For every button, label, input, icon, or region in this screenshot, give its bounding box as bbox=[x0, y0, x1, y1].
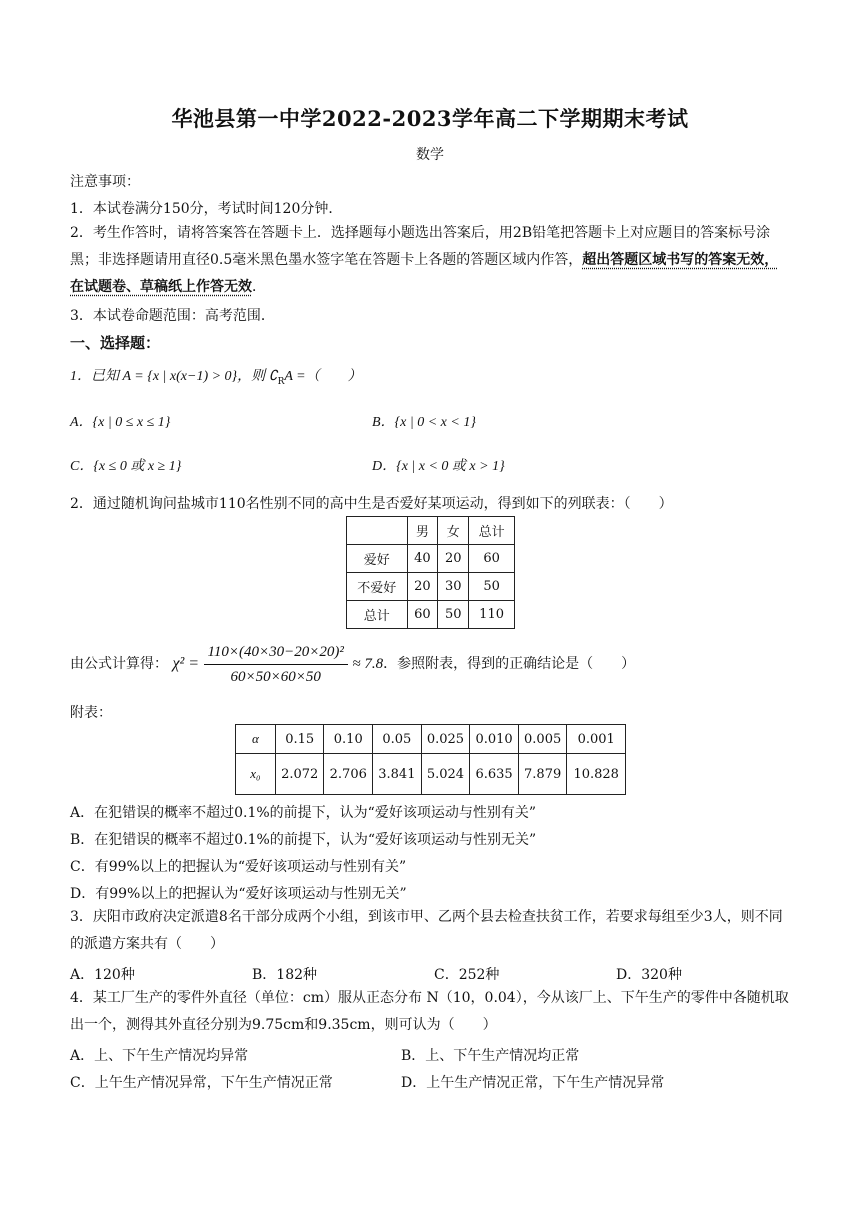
q2-option-a: A．在犯错误的概率不超过0.1%的前提下，认为“爱好该项运动与性别有关” bbox=[70, 805, 536, 821]
q1-option-c: C．{x ≤ 0 或 x ≥ 1} bbox=[70, 459, 182, 474]
table-cell: 0.05 bbox=[373, 725, 422, 754]
q1-stem-end: A =（ ） bbox=[284, 369, 362, 384]
table-cell: 3.841 bbox=[373, 754, 422, 795]
table-cell: 5.024 bbox=[421, 754, 470, 795]
table-cell: 7.879 bbox=[518, 754, 567, 795]
table-cell: 0.10 bbox=[324, 725, 373, 754]
notice-heading: 注意事项： bbox=[70, 174, 140, 190]
q4-option-b: B．上、下午生产情况均正常 bbox=[401, 1048, 580, 1064]
table-cell: 0.025 bbox=[421, 725, 470, 754]
table-cell bbox=[347, 517, 408, 545]
table-cell: α bbox=[236, 725, 276, 754]
q2-option-d: D．有99%以上的把握认为“爱好该项运动与性别无关” bbox=[70, 886, 407, 902]
table-row bbox=[236, 754, 626, 795]
section-heading-choice: 一、选择题： bbox=[70, 334, 161, 352]
chi-square-formula bbox=[70, 640, 790, 688]
q3-option-d: D．320种 bbox=[616, 967, 682, 983]
table-cell: 总计 bbox=[469, 517, 515, 545]
table-cell: 20 bbox=[438, 545, 469, 573]
q2-stem: 2．通过随机询问盐城市110名性别不同的高中生是否爱好某项运动，得到如下的列联表：（ ） bbox=[70, 496, 673, 512]
table-row bbox=[347, 545, 515, 573]
table-cell: 女 bbox=[438, 517, 469, 545]
table-cell: 60 bbox=[469, 545, 515, 573]
formula-fraction bbox=[204, 642, 348, 687]
notice-item-2-emphasis: 超出答题区域书写的答案无效，在试题卷、草稿纸上作答无效 bbox=[70, 252, 779, 295]
formula-approx: ≈ 7.8 bbox=[352, 656, 384, 672]
formula-numerator: 110×(40×30−20×20)² bbox=[204, 642, 348, 665]
notice-item-2-end: ． bbox=[252, 279, 266, 295]
q2-option-c: C．有99%以上的把握认为“爱好该项运动与性别有关” bbox=[70, 859, 407, 875]
q1-stem-text: 1．已知 A = {x | x(x−1) > 0}，则 ∁ bbox=[70, 369, 278, 384]
q3-option-b: B．182种 bbox=[252, 967, 318, 983]
formula-denominator: 60×50×60×50 bbox=[230, 668, 321, 685]
table-cell: 20 bbox=[407, 573, 438, 601]
table-cell: 2.072 bbox=[275, 754, 324, 795]
q4-option-a: A．上、下午生产情况均异常 bbox=[70, 1048, 249, 1064]
q1-option-d: D．{x | x < 0 或 x > 1} bbox=[372, 459, 505, 474]
q3-stem: 3．庆阳市政府决定派遣8名干部分成两个小组，到该市甲、乙两个县去检查扶贫工作，若要求每组至少3人，则不同的派遣方案共有（ ） bbox=[70, 909, 783, 952]
chi-symbol: χ² = bbox=[172, 655, 200, 672]
notice-item-3: 3．本试卷命题范围：高考范围． bbox=[70, 308, 275, 324]
table-cell: 6.635 bbox=[470, 754, 519, 795]
q1-option-a: A．{x | 0 ≤ x ≤ 1} bbox=[70, 415, 171, 430]
table-cell: 30 bbox=[438, 573, 469, 601]
formula-suffix: ．参照附表，得到的正确结论是（ ） bbox=[383, 656, 636, 672]
critical-value-table bbox=[235, 724, 626, 795]
exam-title: 华池县第一中学2022-2023学年高二下学期期末考试 bbox=[171, 106, 689, 131]
notice-item-2-text: 2．考生作答时，请将答案答在答题卡上．选择题每小题选出答案后，用2B铅笔把答题卡上对应题目的答案标号涂黑；非选择题请用直径0.5毫米黑色墨水签字笔在答题卡上各题的答题区域内作答， bbox=[70, 225, 771, 268]
table-cell: 10.828 bbox=[567, 754, 626, 795]
table-cell: 50 bbox=[438, 601, 469, 629]
table-cell: x₀ bbox=[236, 754, 276, 795]
formula-prefix: 由公式计算得： bbox=[70, 656, 168, 672]
q1-complement-subscript: R bbox=[277, 376, 285, 387]
table-cell: 不爱好 bbox=[347, 573, 408, 601]
notice-item-1: 1．本试卷满分150分，考试时间120分钟． bbox=[70, 201, 343, 217]
table-row bbox=[347, 517, 515, 545]
table-cell: 0.005 bbox=[518, 725, 567, 754]
q1-stem bbox=[70, 366, 790, 392]
table-row bbox=[347, 573, 515, 601]
table-cell: 0.15 bbox=[275, 725, 324, 754]
table-cell: 50 bbox=[469, 573, 515, 601]
table-cell: 男 bbox=[407, 517, 438, 545]
contingency-table bbox=[346, 516, 515, 629]
q4-option-d: D．上午生产情况正常，下午生产情况异常 bbox=[401, 1075, 665, 1091]
table-cell: 40 bbox=[407, 545, 438, 573]
table-cell: 爱好 bbox=[347, 545, 408, 573]
exam-subject: 数学 bbox=[416, 147, 444, 163]
table-cell: 0.001 bbox=[567, 725, 626, 754]
table-cell: 总计 bbox=[347, 601, 408, 629]
table-cell: 110 bbox=[469, 601, 515, 629]
q3-option-c: C．252种 bbox=[434, 967, 500, 983]
q4-option-c: C．上午生产情况异常，下午生产情况正常 bbox=[70, 1075, 333, 1091]
appendix-label: 附表： bbox=[70, 705, 112, 721]
table-cell: 60 bbox=[407, 601, 438, 629]
table-cell: 2.706 bbox=[324, 754, 373, 795]
q4-stem: 4．某工厂生产的零件外直径（单位：cm）服从正态分布 N（10，0.04），今从该厂上、下午生产的零件中各随机取出一个，测得其外直径分别为9.75cm和9.35cm，则可认为（ ） bbox=[70, 990, 789, 1033]
table-cell: 0.010 bbox=[470, 725, 519, 754]
table-row bbox=[347, 601, 515, 629]
q1-option-b: B．{x | 0 < x < 1} bbox=[372, 415, 476, 430]
notice-item-2 bbox=[70, 220, 790, 301]
q2-option-b: B．在犯错误的概率不超过0.1%的前提下，认为“爱好该项运动与性别无关” bbox=[70, 832, 537, 848]
q3-option-a: A．120种 bbox=[70, 967, 135, 983]
table-row bbox=[236, 725, 626, 754]
